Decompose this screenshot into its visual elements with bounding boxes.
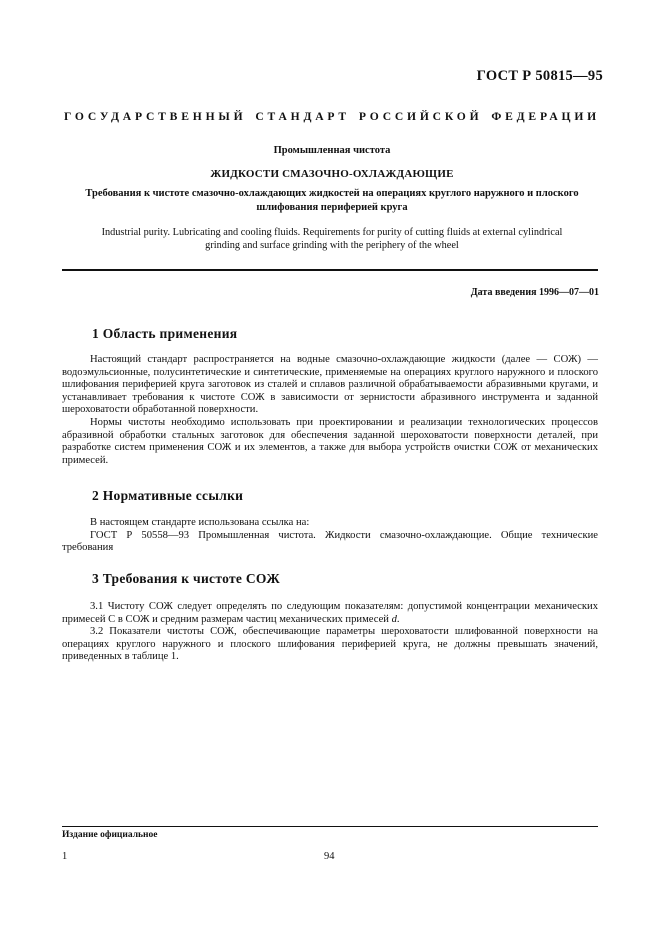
english-title-line: grinding and surface grinding with the periphery of the wheel xyxy=(205,240,459,251)
official-edition-label: Издание официальное xyxy=(62,830,158,840)
section-heading: 1 Область применения xyxy=(92,326,238,341)
document-code: ГОСТ Р 50815—95 xyxy=(476,68,603,84)
paragraph: В настоящем стандарте использована ссылка на: xyxy=(90,517,310,528)
variable-d: d xyxy=(391,613,397,625)
section-purity-requirements xyxy=(62,571,598,664)
state-standard-banner xyxy=(64,110,600,123)
paragraph: ГОСТ Р 50558—93 Промышленная чистота. Жидкости смазочно-охлаждающие. Общие технические требования xyxy=(62,529,598,554)
paragraph xyxy=(62,601,598,626)
section-scope xyxy=(62,326,598,467)
section-heading: 3 Требования к чистоте СОЖ xyxy=(92,571,280,586)
russian-subtitle-line: шлифования периферией круга xyxy=(256,202,408,213)
page-number: 94 xyxy=(324,851,335,862)
category-label: Промышленная чистота xyxy=(273,145,391,156)
russian-subtitle xyxy=(62,187,602,215)
paragraph: Настоящий стандарт распространяется на водные смазочно-охлаждающие жидкости (далее — СОЖ) — водоэмульсионные, полусинтетические и синтетические, применяемые на операциях круглого наружного и плоского шлифования периферией круга заготовок из сталей и сплавов различной обрабатываемости абразивными кругами, и устанавливает требования к чистоте СОЖ в зависимости от зернистости абразивного инструмента и заданной шероховатости обработанной поверхности. xyxy=(62,354,598,416)
paragraph-text: 3.1 Чистоту СОЖ следует определять по следующим показателям: допустимой концентрации механических примесей С в СОЖ и средним размерам частиц механических примесей xyxy=(62,601,598,625)
sheet-index: 1 xyxy=(62,851,68,862)
main-title: ЖИДКОСТИ СМАЗОЧНО-ОХЛАЖДАЮЩИЕ xyxy=(210,168,454,180)
banner-word: ФЕДЕРАЦИИ xyxy=(491,110,600,123)
effective-date: Дата введения 1996—07—01 xyxy=(470,287,599,298)
paragraph-end: . xyxy=(396,613,400,625)
banner-word: СТАНДАРТ xyxy=(255,110,350,123)
paragraph: 3.2 Показатели чистоты СОЖ, обеспечивающие параметры шероховатости шлифованной поверхности на операциях круглого наружного и плоского шлифования периферией круга, не должны превышать значений, приведенных в таблице 1. xyxy=(62,626,598,663)
russian-subtitle-line: Требования к чистоте смазочно-охлаждающих жидкостей на операциях круглого наружного и плоского xyxy=(85,188,579,199)
banner-word: ГОСУДАРСТВЕННЫЙ xyxy=(64,110,247,123)
title-divider xyxy=(62,269,598,271)
paragraph: Нормы чистоты необходимо использовать при проектировании и реализации технологических процессов абразивной обработки стальных заготовок для обеспечения заданной шероховатости поверхности деталей, при разработке систем применения СОЖ и их элементов, а также для выбора устройств очистки СОЖ от механических примесей. xyxy=(62,416,598,466)
english-title xyxy=(62,226,602,252)
section-heading: 2 Нормативные ссылки xyxy=(92,488,244,503)
section-normative-references xyxy=(62,488,598,555)
banner-word: РОССИЙСКОЙ xyxy=(358,110,483,123)
footer-divider xyxy=(62,826,598,827)
english-title-line: Industrial purity. Lubricating and cooling fluids. Requirements for purity of cutting fluids at external cylindrical xyxy=(101,227,563,238)
